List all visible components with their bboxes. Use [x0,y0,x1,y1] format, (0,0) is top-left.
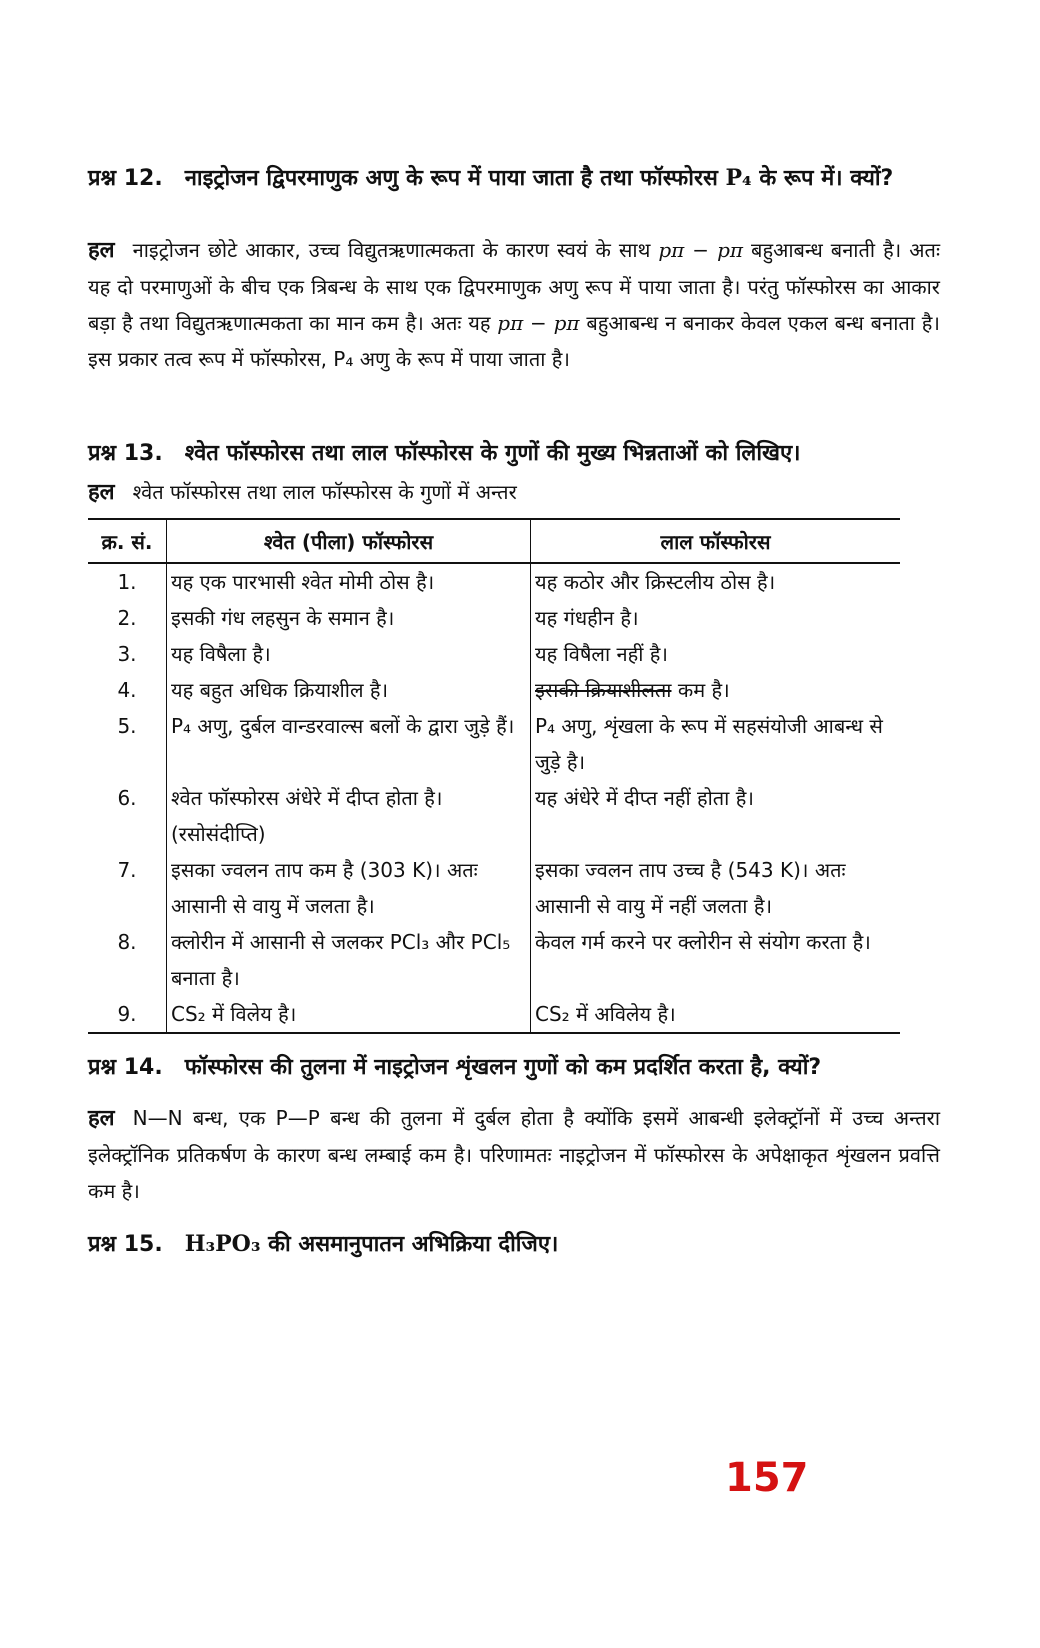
cell-red: केवल गर्म करने पर क्लोरीन से संयोग करता है। [531,924,901,996]
cell-white: क्लोरीन में आसानी से जलकर PCl₃ और PCl₅ बनाता है। [167,924,531,996]
question-number: प्रश्न 14. [88,1055,163,1080]
table-row [88,924,900,996]
formula-p4: P₄ [725,165,752,191]
cell-red: P₄ अणु, शृंखला के रूप में सहसंयोजी आबन्ध से जुड़े है। [531,708,901,780]
question-13 [88,436,940,472]
header-serial: क्र. सं. [101,529,153,554]
cell-red: यह अंधेरे में दीप्त नहीं होता है। [531,780,901,852]
cell-red [531,672,901,708]
table-row [88,636,900,672]
question-14 [88,1050,940,1086]
answer-13 [88,474,940,511]
cell-serial: 8. [117,930,137,954]
table-row [88,708,900,780]
cell-red: CS₂ में अविलेय है। [531,996,901,1033]
cell-white: यह एक पारभासी श्वेत मोमी ठोस है। [167,563,531,600]
question-15 [88,1226,940,1263]
answer-label: हल [88,1106,115,1131]
answer-text: नाइट्रोजन छोटे आकार, उच्च विद्युतऋणात्मकता के कारण स्वयं के साथ [132,238,659,262]
page-number: 157 [725,1455,809,1501]
question-number: प्रश्न 13. [88,441,163,466]
cell-serial: 1. [117,570,137,594]
answer-label: हल [88,480,115,505]
cell-white: यह बहुत अधिक क्रियाशील है। [167,672,531,708]
answer-12 [88,232,940,377]
cell-serial: 6. [117,786,137,810]
cell-serial: 5. [117,714,137,738]
question-text: फॉस्फोरस की तुलना में नाइट्रोजन शृंखलन गुणों को कम प्रदर्शित करता है, क्यों? [184,1055,822,1080]
pi-bond-term-2: pπ − pπ [497,311,580,335]
answer-14 [88,1100,940,1209]
cell-red: यह कठोर और क्रिस्टलीय ठोस है। [531,563,901,600]
cell-serial: 9. [117,1002,137,1026]
table-row [88,563,900,600]
cell-white: CS₂ में विलेय है। [167,996,531,1033]
cell-red: यह गंधहीन है। [531,600,901,636]
table-row [88,852,900,924]
answer-text-cont: बहुआबन्ध बनाती है। अतः यह दो परमाणुओं के बीच एक त्रिबन्ध के साथ एक द्विपरमाणुक अणु रूप में पाया जाता है। परंतु फॉस्फोरस का आकार बड़ा है तथा विद्युतऋणात्मकता का मान कम है। अतः यह [88,238,940,335]
answer-label: हल [88,238,115,263]
question-number: प्रश्न 12. [88,166,163,191]
header-red-phosphorus: लाल फॉस्फोरस [531,519,901,563]
question-number: प्रश्न 15. [88,1232,163,1257]
table-row [88,672,900,708]
cell-white: यह विषैला है। [167,636,531,672]
table-row [88,600,900,636]
question-12 [88,160,940,197]
cell-serial: 2. [117,606,137,630]
question-text: की असमानुपातन अभिक्रिया दीजिए। [260,1232,559,1257]
table-header-row [88,519,900,563]
question-text: श्वेत फॉस्फोरस तथा लाल फॉस्फोरस के गुणों की मुख्य भिन्नताओं को लिखिए। [184,441,801,466]
answer-text-end: बहुआबन्ध न बनाकर केवल एकल बन्ध बनाता है। इस प्रकार तत्व रूप में फॉस्फोरस, P₄ अणु के रूप में पाया जाता है। [88,311,940,371]
answer-text: श्वेत फॉस्फोरस तथा लाल फॉस्फोरस के गुणों में अन्तर [132,480,517,504]
header-white-phosphorus: श्वेत (पीला) फॉस्फोरस [167,519,531,563]
cell-white: P₄ अणु, दुर्बल वान्डरवाल्स बलों के द्वारा जुड़े हैं। [167,708,531,780]
table-row [88,996,900,1033]
cell-white: इसका ज्वलन ताप कम है (303 K)। अतः आसानी से वायु में जलता है। [167,852,531,924]
cell-serial: 4. [117,678,137,702]
comparison-table [88,518,900,1034]
cell-red: यह विषैला नहीं है। [531,636,901,672]
question-text-end: के रूप में। क्यों? [751,166,894,191]
cell-red: इसका ज्वलन ताप उच्च है (543 K)। अतः आसानी से वायु में नहीं जलता है। [531,852,901,924]
cell-red-text: कम है। [671,678,730,702]
struck-text: इसकी क्रियाशीलता [535,678,672,702]
comparison-table-wrap [88,518,900,1034]
question-text: नाइट्रोजन द्विपरमाणुक अणु के रूप में पाया जाता है तथा फॉस्फोरस [184,166,726,191]
answer-text: N—N बन्ध, एक P—P बन्ध की तुलना में दुर्बल होता है क्योंकि इसमें आबन्धी इलेक्ट्रॉनों में उच्च अन्तरा इलेक्ट्रॉनिक प्रतिकर्षण के कारण बन्ध लम्बाई कम है। परिणामतः नाइट्रोजन में फॉस्फोरस के अपेक्षाकृत शृंखलन प्रवत्ति कम है। [88,1106,940,1203]
table-row [88,780,900,852]
cell-white: इसकी गंध लहसुन के समान है। [167,600,531,636]
cell-serial: 3. [117,642,137,666]
formula-h3po3: H₃PO₃ [184,1231,261,1257]
cell-white: श्वेत फॉस्फोरस अंधेरे में दीप्त होता है। (रसोसंदीप्ति) [167,780,531,852]
pi-bond-term: pπ − pπ [658,238,744,262]
cell-serial: 7. [117,858,137,882]
